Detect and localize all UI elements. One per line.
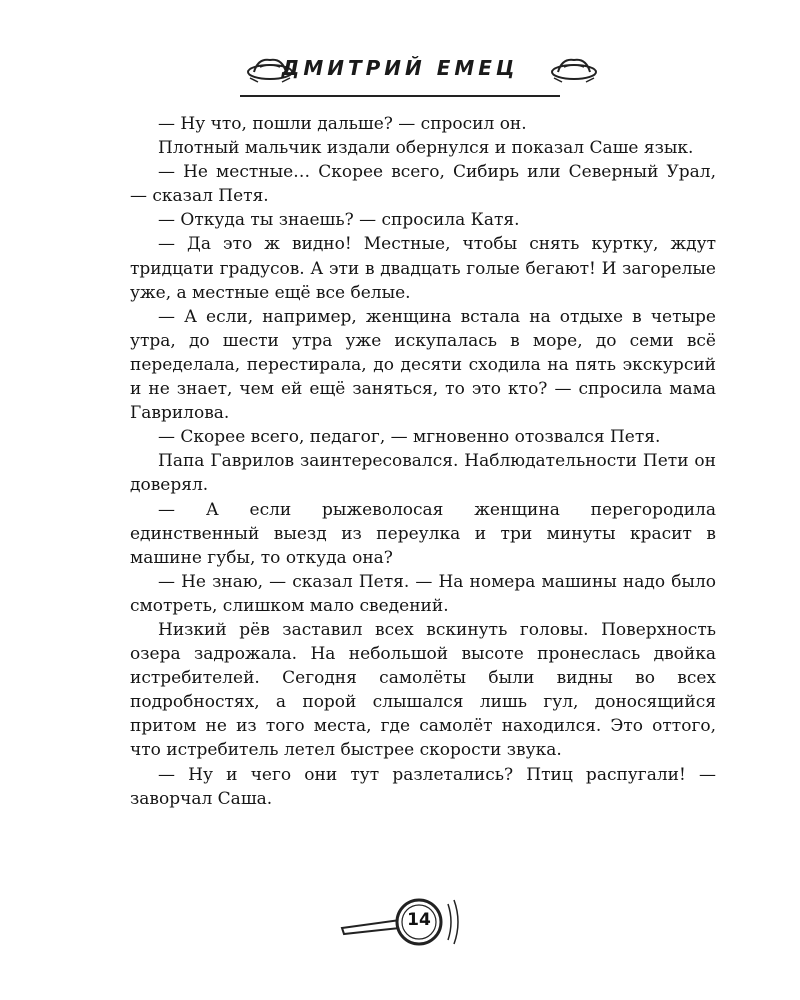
paragraph: — Не знаю, — сказал Петя. — На номера машины надо было смотреть, слишком мало сведений. xyxy=(130,571,716,616)
header-author: ДМИТРИЙ ЕМЕЦ xyxy=(281,56,519,80)
paragraph: — Скорее всего, педагог, — мгновенно отозвался Петя. xyxy=(158,427,661,448)
hat-ornament-icon xyxy=(548,52,600,88)
paragraph: Низкий рёв заставил всех вскинуть головы. Поверхность озера задрожала. На небольшой высоте пронеслась двойка истребителей. Сегодня самолёты были видны во всех подробностях, а порой слышался лишь гул, доносящийся притом не из того места, где самолёт находился. Это оттого, что истребитель летел быстрее скорости звука. xyxy=(130,619,716,761)
page-number: 14 xyxy=(407,910,431,930)
paragraph: — А если, например, женщина встала на отдыхе в четыре утра, до шести утра уже искупалась в море, до семи всё переделала, перестирала, до десяти сходила на пять экскурсий и не знает, чем ей ещё заняться, то это кто? — спросила мама Гаврилова. xyxy=(130,306,716,424)
body-text xyxy=(130,112,716,811)
running-header xyxy=(0,52,800,92)
paragraph: — Откуда ты знаешь? — спросила Катя. xyxy=(158,210,520,231)
paragraph: — Ну что, пошли дальше? — спросил он. xyxy=(158,114,527,134)
paragraph: — А если рыжеволосая женщина перегородила единственный выезд из переулка и три минуты красит в машине губы, то откуда она? xyxy=(130,499,716,568)
paragraph: — Да это ж видно! Местные, чтобы снять куртку, ждут тридцати градусов. А эти в двадцать голые бегают! И загорелые уже, а местные ещё все белые. xyxy=(130,234,716,303)
paragraph: Плотный мальчик издали обернулся и показал Саше язык. xyxy=(158,138,694,159)
paragraph: — Ну и чего они тут разлетались? Птиц распугали! — заворчал Саша. xyxy=(130,764,716,809)
page-number-badge xyxy=(338,892,478,952)
paragraph: Папа Гаврилов заинтересовался. Наблюдательности Пети он доверял. xyxy=(130,451,716,496)
header-rule xyxy=(240,95,560,97)
paragraph: — Не местные… Скорее всего, Сибирь или Северный Урал, — сказал Петя. xyxy=(130,162,716,207)
